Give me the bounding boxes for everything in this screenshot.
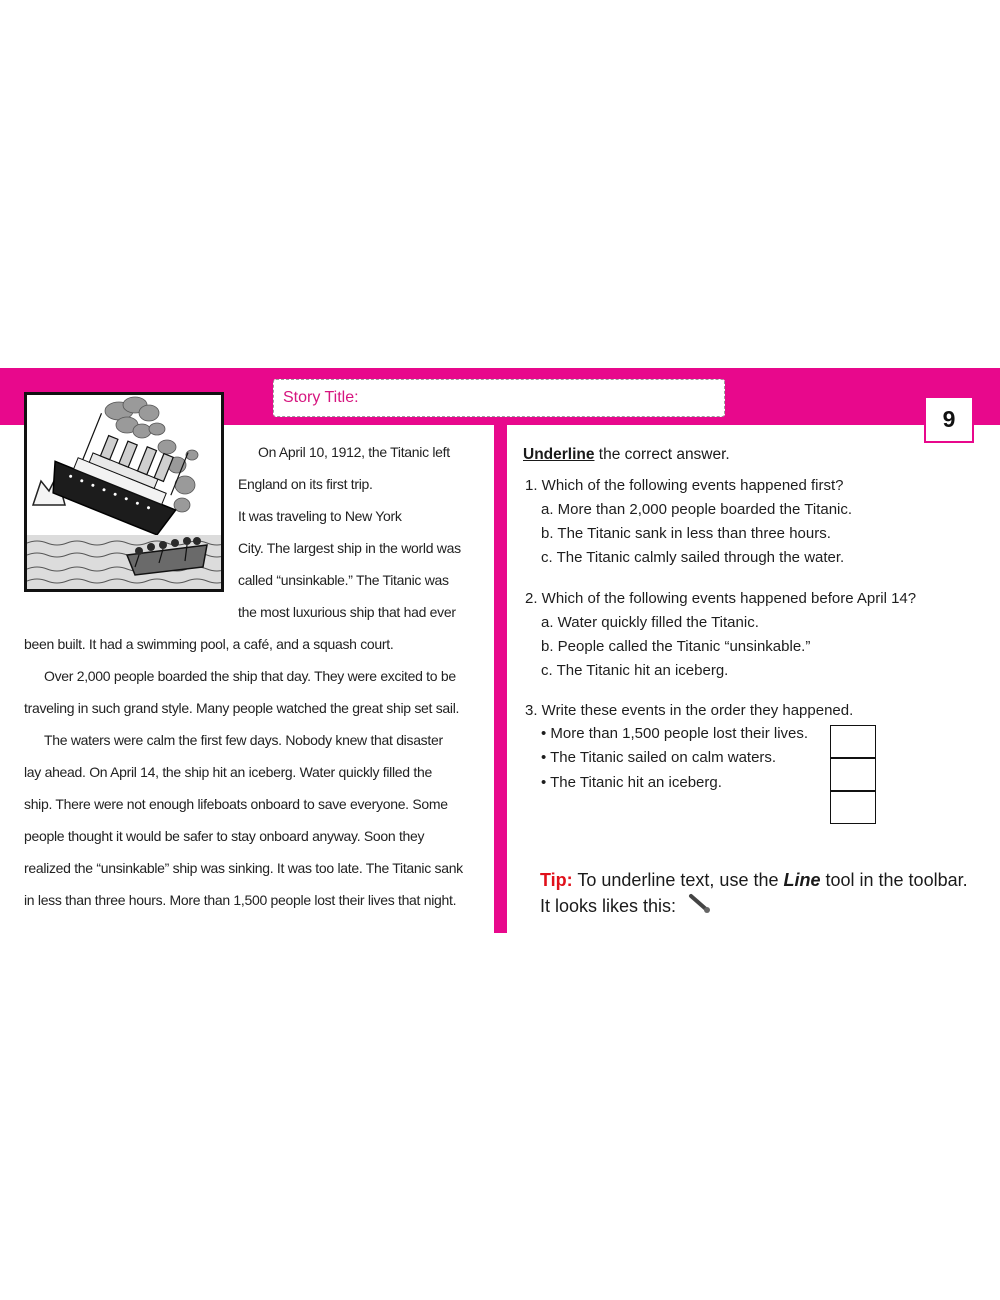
instruction	[523, 446, 730, 464]
page-number: 9	[942, 406, 956, 432]
question-1-option-b[interactable]: b. The Titanic sank in less than three hours.	[541, 525, 831, 542]
story-line: traveling in such grand style. Many people watched the great ship set sail.	[24, 700, 460, 716]
question-2-option-b[interactable]: b. People called the Titanic “unsinkable.”	[541, 638, 811, 655]
tip-text-before: To underline text, use the	[572, 870, 784, 890]
order-answer-box-2[interactable]	[830, 758, 876, 791]
page-number-badge	[924, 396, 974, 443]
instruction-rest: the correct answer.	[594, 446, 730, 463]
story-line: England on its first trip.	[238, 476, 373, 492]
question-3-event-3: • The Titanic hit an iceberg.	[541, 774, 722, 791]
tip-box	[540, 868, 980, 922]
story-line: the most luxurious ship that had ever	[238, 604, 456, 620]
order-answer-box-1[interactable]	[830, 725, 876, 758]
question-3-event-1: • More than 1,500 people lost their lives.	[541, 725, 809, 742]
story-line: realized the “unsinkable” ship was sinking. It was too late. The Titanic sank	[24, 860, 463, 876]
story-line: called “unsinkable.” The Titanic was	[238, 572, 449, 588]
instruction-keyword: Underline	[523, 446, 595, 463]
tip-label: Tip:	[540, 870, 573, 890]
story-line: City. The largest ship in the world was	[238, 540, 461, 556]
tip-text-after: tool in the toolbar. It looks likes this:	[540, 870, 968, 916]
order-answer-box-3[interactable]	[830, 791, 876, 824]
story-line: in less than three hours. More than 1,500 people lost their lives that night.	[24, 892, 457, 908]
worksheet-page	[0, 368, 1000, 934]
question-2-prompt: 2. Which of the following events happened before April 14?	[525, 590, 917, 607]
question-2-option-a[interactable]: a. Water quickly filled the Titanic.	[541, 614, 759, 631]
question-2-option-c[interactable]: c. The Titanic hit an iceberg.	[541, 662, 729, 679]
question-1-option-a[interactable]: a. More than 2,000 people boarded the Titanic.	[541, 501, 853, 518]
story-line: been built. It had a swimming pool, a café, and a squash court.	[24, 636, 394, 652]
question-1-prompt: 1. Which of the following events happened first?	[525, 477, 844, 494]
titanic-illustration	[24, 392, 224, 592]
question-1-option-c[interactable]: c. The Titanic calmly sailed through the water.	[541, 549, 845, 566]
story-title-label: Story Title:	[283, 389, 359, 406]
story-line: Over 2,000 people boarded the ship that day. They were excited to be	[44, 668, 456, 684]
story-line: people thought it would be safer to stay onboard anyway. Soon they	[24, 828, 425, 844]
column-divider	[494, 425, 507, 933]
question-3-event-2: • The Titanic sailed on calm waters.	[541, 749, 777, 766]
tip-tool-name: Line	[783, 870, 821, 890]
story-title-field[interactable]	[273, 379, 725, 417]
story-line: ship. There were not enough lifeboats onboard to save everyone. Some	[24, 796, 448, 812]
question-3-prompt: 3. Write these events in the order they happened.	[525, 702, 854, 719]
story-line: lay ahead. On April 14, the ship hit an iceberg. Water quickly filled the	[24, 764, 432, 780]
story-line: It was traveling to New York	[238, 508, 402, 524]
story-line: On April 10, 1912, the Titanic left	[258, 444, 450, 460]
story-line: The waters were calm the first few days. Nobody knew that disaster	[44, 732, 443, 748]
line-tool-icon	[687, 892, 713, 922]
